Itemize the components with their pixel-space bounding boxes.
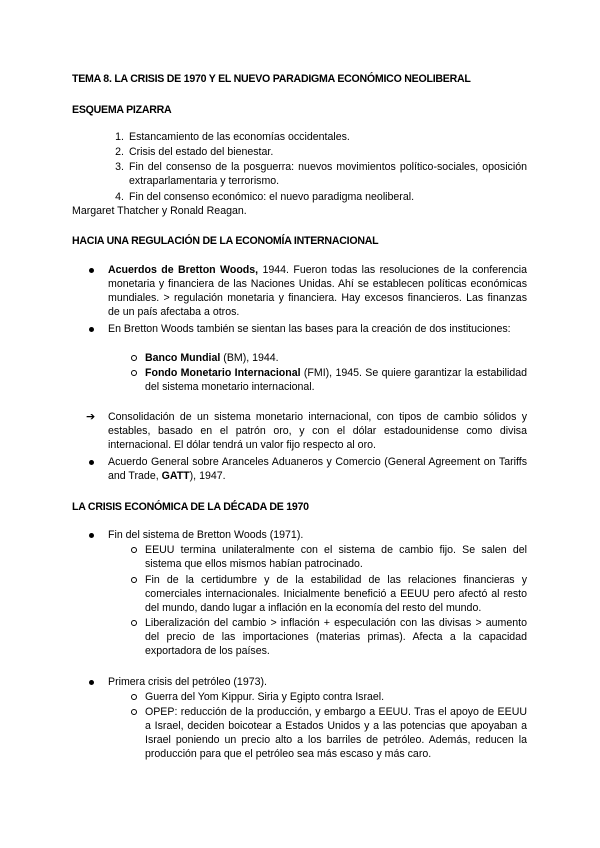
list-item: En Bretton Woods también se sientan las bases para la creación de dos instituciones: [108, 323, 511, 335]
bullet-dot [89, 268, 94, 273]
item-text: ), 1947. [189, 470, 226, 482]
list-number: 4. [115, 191, 124, 203]
sub-bullet-circle [131, 620, 137, 626]
sub-bullet-circle [131, 370, 137, 376]
esquema-heading: ESQUEMA PIZARRA [72, 104, 172, 116]
list-item: Crisis del estado del bienestar. [129, 146, 274, 158]
list-item: Consolidación de un sistema monetario internacional, con tipos de cambio sólidos y estables, basado en el patrón oro, y con el dólar estadounidense como divisa internacional. El dólar tendrá un valor fijo respecto al oro. [108, 411, 527, 451]
bold-term: Banco Mundial [145, 352, 221, 364]
list-item [108, 455, 527, 483]
sub-bullet-circle [131, 577, 137, 583]
list-item [145, 351, 527, 365]
item-text: (FMI), 1945. Se quiere garantizar la estabilidad del sistema monetario internacional. [145, 367, 527, 393]
list-item [145, 366, 527, 394]
bold-term: Acuerdos de Bretton Woods, [108, 264, 259, 276]
list-item: Estancamiento de las economías occidentales. [129, 131, 350, 143]
sub-bullet-circle [131, 694, 137, 700]
bold-term: Fondo Monetario Internacional [145, 367, 301, 379]
sub-bullet-circle [131, 355, 137, 361]
sub-bullet-circle [131, 547, 137, 553]
regulacion-heading: HACIA UNA REGULACIÓN DE LA ECONOMÍA INTERNACIONAL [72, 235, 379, 247]
list-item: Fin de la certidumbre y de la estabilidad de las relaciones financieras y comerciales internacionales. Inicialmente benefició a EEUU pero afectó al resto del mundo, dando lugar a inflación en la economía del resto del mundo. [145, 574, 527, 614]
document-title: TEMA 8. LA CRISIS DE 1970 Y EL NUEVO PARADIGMA ECONÓMICO NEOLIBERAL [72, 73, 471, 85]
list-item: Fin del consenso económico: el nuevo paradigma neoliberal. [129, 191, 415, 203]
bullet-dot [89, 680, 94, 685]
bullet-dot [89, 327, 94, 332]
sub-bullet-circle [131, 709, 137, 715]
list-item: EEUU termina unilateralmente con el sistema de cambio fijo. Se salen del sistema que ellos mismos habían patrocinado. [145, 544, 527, 570]
list-number: 1. [115, 131, 124, 143]
list-item: Guerra del Yom Kippur. Siria y Egipto contra Israel. [145, 691, 385, 703]
list-item: Primera crisis del petróleo (1973). [108, 676, 267, 688]
item-text: Acuerdo General sobre Aranceles Aduaneros y Comercio (General Agreement on Tariffs and Trade, [108, 456, 527, 482]
crisis-heading: LA CRISIS ECONÓMICA DE LA DÉCADA DE 1970 [72, 501, 309, 513]
bullet-dot [89, 533, 94, 538]
list-item: Fin del consenso de la posguerra: nuevos movimientos político-sociales, oposición extraparlamentaria y terrorismo. [129, 161, 527, 187]
esquema-note: Margaret Thatcher y Ronald Reagan. [72, 205, 247, 217]
list-number: 3. [115, 161, 124, 173]
arrow-icon: ➔ [86, 411, 96, 423]
list-item: Liberalización del cambio > inflación + especulación con las divisas > aumento del precio de las importaciones (materias primas). Afecta a la capacidad exportadora de los países. [145, 617, 527, 657]
bold-term: GATT [161, 470, 190, 482]
item-text: (BM), 1944. [220, 352, 279, 364]
item-text: 1944. Fueron todas las resoluciones de la conferencia monetaria y financiera de las Naciones Unidas. Ahí se establecen políticas económicas mundiales. > regulación monetaria y financiera. Hay excesos financieros. Las finanzas de un país afectaba a otros. [108, 264, 527, 318]
bullet-dot [89, 460, 94, 465]
list-item [108, 263, 527, 319]
list-item: Fin del sistema de Bretton Woods (1971). [108, 529, 304, 541]
list-item: OPEP: reducción de la producción, y embargo a EEUU. Tras el apoyo de EEUU a Israel, deciden boicotear a Estados Unidos y a las potencias que apoyaban a Israel poniendo un precio alto a los barriles de petróleo. Además, reducen la producción para que el petróleo sea más escaso y más caro. [145, 706, 527, 760]
list-number: 2. [115, 146, 124, 158]
